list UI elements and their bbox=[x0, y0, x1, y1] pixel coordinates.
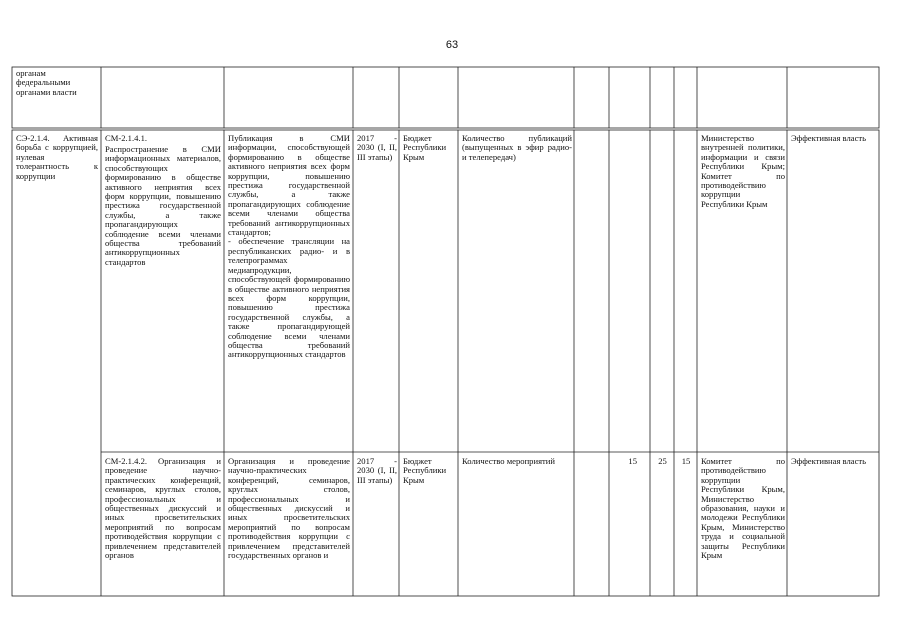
value-cell-1 bbox=[576, 457, 608, 468]
goal-cell: СЭ-2.1.4. Активная борьба с коррупцией, нулевая толерантность к коррупции bbox=[16, 133, 101, 181]
program-cell: Эффективная власть bbox=[791, 133, 867, 143]
measure-cell: СМ-2.1.4.2. Организация и проведение научно-практических конференций, семинаров, круглых столов, профессиональных и общественных дискуссий и иных просветительских мероприятий по вопросам противодействия коррупции с привлечением представителей органов bbox=[105, 456, 224, 561]
indicator-cell: Количество мероприятий bbox=[462, 456, 555, 466]
description-cell: Организация и проведение научно-практических конференций, семинаров, круглых столов, профессиональных и общественных дискуссий и иных просветительских мероприятий по вопросам противодействия коррупции с привлечением представителей государственных органов и bbox=[228, 456, 353, 561]
period-cell: 2017 - 2030 (I, II, III этапы) bbox=[357, 133, 400, 162]
indicator-cell: Количество публикаций (выпущенных в эфир радио- и телепередач) bbox=[462, 133, 575, 162]
value-cell-4: 15 bbox=[681, 456, 691, 466]
executor-cell: Министерство внутренней политики, информации и связи Республики Крым; Комитет по противодействию коррупции Республики Крым bbox=[701, 133, 788, 209]
value-cell-2: 15 bbox=[628, 456, 637, 466]
period-cell: 2017 - 2030 (I, II, III этапы) bbox=[357, 456, 400, 485]
value-cell-3 bbox=[652, 134, 673, 145]
source-cell: Бюджет Республики Крым bbox=[403, 456, 449, 485]
value-cell-4 bbox=[676, 134, 696, 145]
continued-cell-col1: органам федеральными органами власти bbox=[16, 68, 77, 97]
value-cell-3: 25 bbox=[658, 456, 667, 466]
measure-code-cell: СМ-2.1.4.1. bbox=[105, 133, 148, 143]
value-cell-1 bbox=[576, 134, 608, 145]
source-cell: Бюджет Республики Крым bbox=[403, 133, 449, 162]
executor-cell: Комитет по противодействию коррупции Республики Крым, Министерство образования, науки и молодежи Республики Крым, Министерство труда и социальной защиты Республики Крым bbox=[701, 456, 788, 561]
measure-cell: Распространение в СМИ информационных материалов, способствующих формированию в обществе активного неприятия всех форм коррупции, повышению престижа государственной службы, а также пропагандирующих соблюдение всеми членами общества требований антикоррупционных стандартов bbox=[105, 144, 224, 267]
program-cell: Эффективная власть bbox=[791, 456, 867, 466]
value-cell-2 bbox=[611, 134, 649, 145]
page-number: 63 bbox=[445, 39, 459, 51]
description-cell: Публикация в СМИ информации, способствующей формированию в обществе активного неприятия всех форм коррупции, повышению престижа государственной службы, а также пропагандирующих соблюдение всеми членами общества требований антикоррупционных стандартов; - обеспечение трансляции на республиканских радио- и в телепрограммах медиапродукции, способствующей формированию в обществе активного неприятия всех форм коррупции, повышению престижа государственной службы, а также пропагандирующей соблюдение всеми членами общества требований антикоррупционных стандартов bbox=[228, 133, 350, 360]
